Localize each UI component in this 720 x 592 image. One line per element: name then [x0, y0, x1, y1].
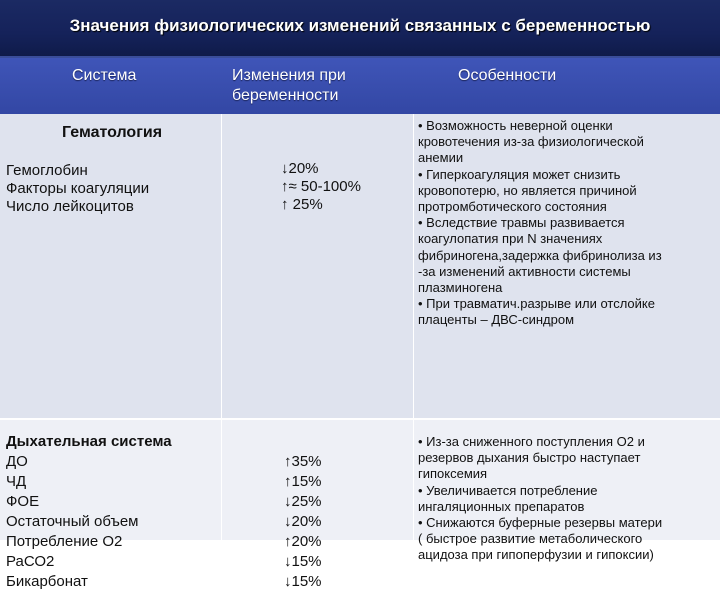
change-value: ↓15%	[284, 553, 322, 570]
table-header-row	[0, 58, 720, 115]
note-line: кровопотерю, но является причиной	[418, 182, 637, 198]
section-title-respiratory: Дыхательная система	[6, 433, 172, 450]
changes-hematology	[281, 160, 361, 214]
title-bar	[0, 0, 720, 58]
param-item: ФОЕ	[6, 493, 40, 510]
param-item: Число лейкоцитов	[6, 198, 134, 215]
change-value: ↑35%	[284, 453, 322, 470]
note-line: гипоксемия	[418, 466, 488, 482]
note-line: коагулопатия при N значениях	[418, 231, 603, 247]
note-line: -за изменений активности системы	[418, 263, 631, 279]
note-line: протромботического состояния	[418, 199, 607, 215]
comparison-table	[0, 58, 720, 590]
note-line: резервов дыхания быстро наступает	[418, 450, 641, 466]
param-item: Потребление О2	[6, 533, 123, 550]
note-line: • Снижаются буферные резервы матери	[418, 515, 663, 531]
table-row-hematology	[0, 114, 720, 420]
note-line: анемии	[418, 150, 464, 166]
param-item: РаСО2	[6, 553, 55, 570]
changes-respiratory	[284, 452, 322, 592]
column-header-changes-line2: беременности	[232, 87, 339, 104]
column-divider	[413, 114, 414, 540]
param-item: ДО	[6, 453, 28, 470]
param-item: Гемоглобин	[6, 162, 88, 179]
change-value: ↑15%	[284, 473, 322, 490]
change-value: ↓25%	[284, 493, 322, 510]
note-line: • Вследствие травмы развивается	[418, 215, 625, 231]
note-line: плаценты – ДВС-синдром	[418, 312, 574, 328]
param-item: Факторы коагуляции	[6, 180, 150, 197]
note-line: фибриногена,задержка фибринолиза из	[418, 247, 662, 263]
note-line: ( быстрое развитие метаболического	[418, 531, 643, 547]
change-value: ↓20%	[284, 513, 322, 530]
param-item: ЧД	[6, 473, 27, 490]
notes-hematology	[418, 118, 662, 329]
note-line: • Возможность неверной оценки	[418, 118, 613, 133]
change-value: ↓20%	[281, 160, 319, 177]
note-line: • Увеличивается потребление	[418, 482, 598, 498]
section-title-hematology: Гематология	[62, 124, 163, 141]
notes-respiratory	[418, 434, 662, 564]
note-line: ингаляционных препаратов	[418, 498, 585, 514]
page-title: Значения физиологических изменений связанных с беременностью	[69, 16, 651, 35]
note-line: • При травматич.разрыве или отслойке	[418, 296, 655, 312]
note-line: • Гиперкоагуляция может снизить	[418, 166, 621, 182]
note-line: • Из-за сниженного поступления О2 и	[418, 434, 645, 449]
note-line: кровотечения из-за физиологической	[418, 134, 644, 150]
change-value: ↑ 25%	[281, 196, 323, 213]
change-value: ↑20%	[284, 533, 322, 550]
column-header-features: Особенности	[458, 67, 557, 84]
change-value: ↓15%	[284, 573, 322, 590]
params-hematology	[6, 162, 149, 216]
column-header-changes-line1: Изменения при	[232, 67, 346, 84]
note-line: ацидоза при гипоперфузии и гипоксии)	[418, 547, 654, 563]
note-line: плазминогена	[418, 280, 503, 296]
param-item: Остаточный объем	[6, 513, 139, 530]
column-divider	[221, 114, 222, 540]
params-respiratory	[6, 432, 172, 592]
column-header-changes	[232, 66, 346, 106]
column-header-system: Система	[72, 67, 137, 84]
param-item: Бикарбонат	[6, 573, 88, 590]
change-value: ↑≈ 50-100%	[281, 178, 361, 195]
table-row-respiratory	[0, 420, 720, 590]
